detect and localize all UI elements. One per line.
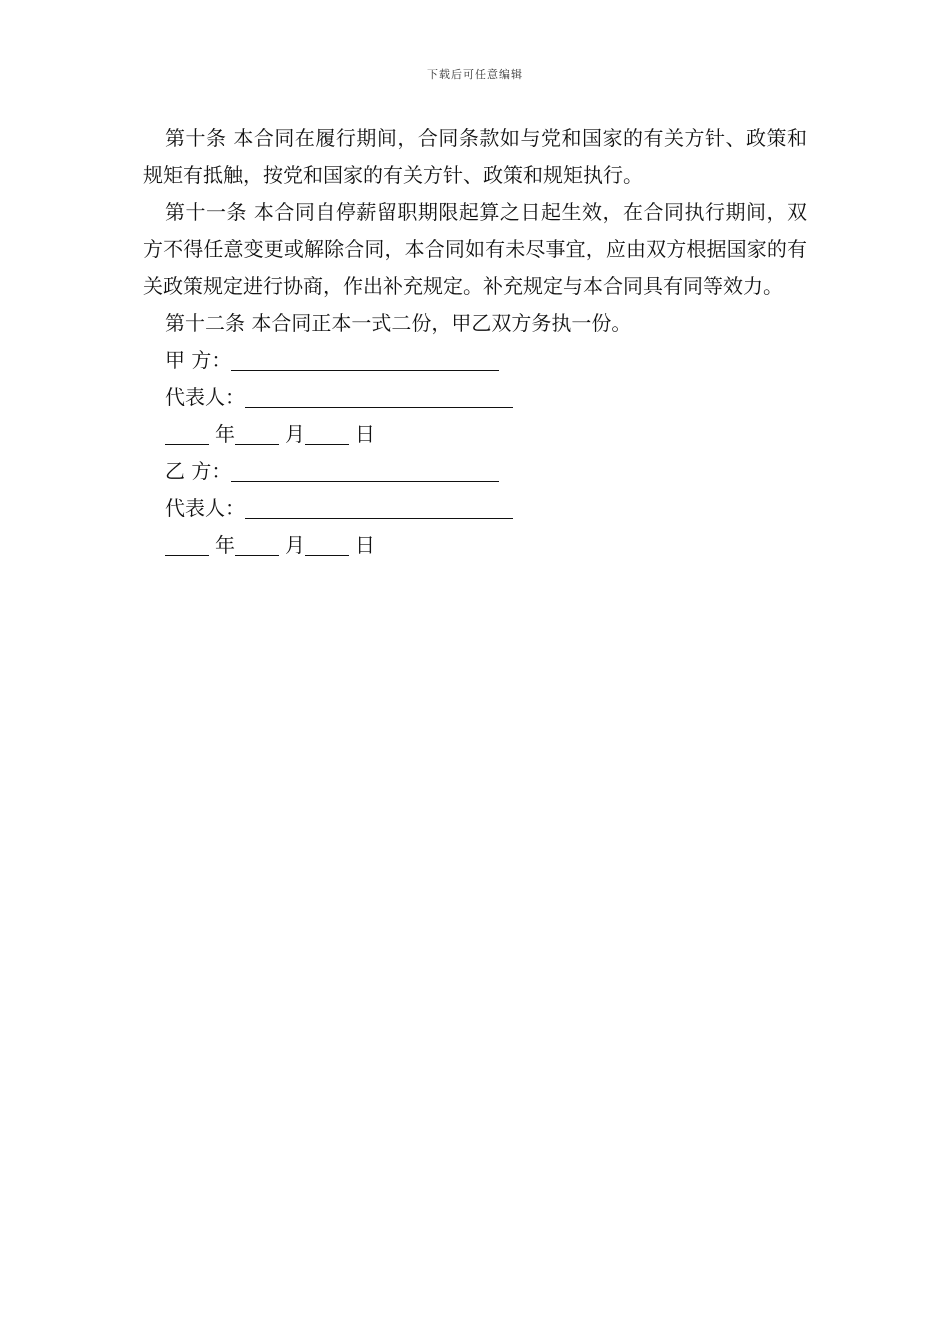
party-a-rep-label: 代表人： xyxy=(165,385,245,409)
party-b-year-label: 年 xyxy=(215,533,235,557)
party-a-rep-line xyxy=(143,379,807,416)
party-b-month-blank xyxy=(235,533,279,556)
party-b-day-blank xyxy=(305,533,349,556)
article-11: 第十一条 本合同自停薪留职期限起算之日起生效，在合同执行期间，双方不得任意变更或解除合同，本合同如有未尽事宜，应由双方根据国家的有关政策规定进行协商，作出补充规定。补充规定与本合同具有同等效力。 xyxy=(143,200,807,298)
contract-body xyxy=(143,120,807,564)
party-a-month-blank xyxy=(235,422,279,445)
party-b-day-label: 日 xyxy=(355,533,375,557)
party-a-line xyxy=(143,342,807,379)
header-note: 下载后可任意编辑 xyxy=(427,68,523,81)
party-b-blank xyxy=(231,459,499,482)
party-b-rep-blank xyxy=(245,496,513,519)
party-b-label: 乙 方： xyxy=(165,459,232,483)
party-b-rep-line xyxy=(143,490,807,527)
party-a-month-label: 月 xyxy=(285,422,305,446)
party-a-year-blank xyxy=(165,422,209,445)
party-b-rep-label: 代表人： xyxy=(165,496,245,520)
party-b-date-line xyxy=(143,527,807,564)
party-a-rep-blank xyxy=(245,385,513,408)
article-12: 第十二条 本合同正本一式二份，甲乙双方务执一份。 xyxy=(165,311,632,335)
article-10: 第十条 本合同在履行期间，合同条款如与党和国家的有关方针、政策和规矩有抵触，按党和国家的有关方针、政策和规矩执行。 xyxy=(143,126,807,187)
party-b-year-blank xyxy=(165,533,209,556)
party-a-year-label: 年 xyxy=(215,422,235,446)
party-a-day-blank xyxy=(305,422,349,445)
party-a-blank xyxy=(231,348,499,371)
party-b-line xyxy=(143,453,807,490)
party-b-month-label: 月 xyxy=(285,533,305,557)
party-a-label: 甲 方： xyxy=(165,348,232,372)
party-a-day-label: 日 xyxy=(355,422,375,446)
party-a-date-line xyxy=(143,416,807,453)
